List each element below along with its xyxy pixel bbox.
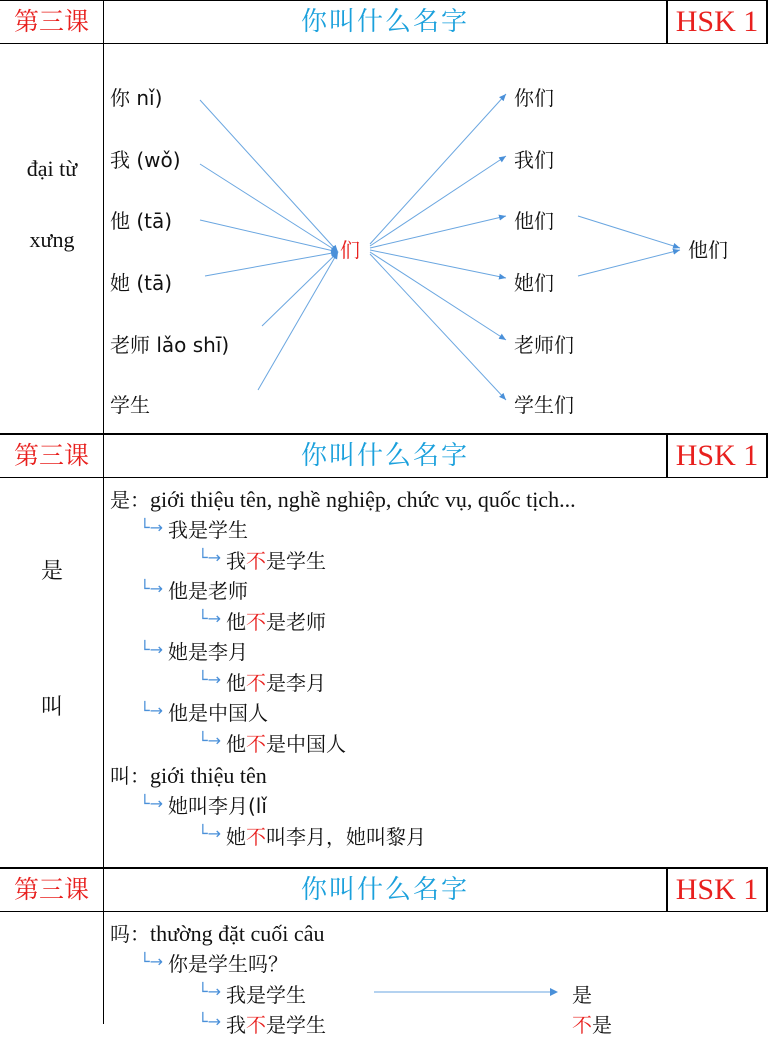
negation-shi-4 bbox=[226, 728, 346, 757]
lesson-number: 第三课 bbox=[0, 869, 104, 911]
neg-bu: 不 bbox=[246, 610, 266, 634]
hsk-level: HSK 1 bbox=[666, 1, 768, 43]
neg-subject: 她 bbox=[226, 825, 246, 849]
neg-rest: 是中国人 bbox=[266, 732, 346, 756]
example-shi-3: 她是李月 bbox=[168, 640, 248, 664]
lesson-title: 你叫什么名字 bbox=[300, 7, 469, 37]
plural-tamen-she: 她们 bbox=[514, 271, 554, 295]
sub-arrow-icon: └→ bbox=[198, 982, 222, 1001]
plural-laoshimen: 老师们 bbox=[514, 333, 574, 357]
plural-suffix-men: 们 bbox=[340, 238, 360, 262]
sub-arrow-icon: └→ bbox=[140, 579, 164, 598]
neg-rest: 叫李月，她叫黎月 bbox=[266, 825, 426, 849]
jiao-definition bbox=[110, 760, 267, 789]
plural-tamen-he: 他们 bbox=[514, 209, 554, 233]
neg-rest: 是学生 bbox=[266, 1013, 326, 1037]
neg-bu: 不 bbox=[572, 1013, 592, 1037]
lesson-number: 第三课 bbox=[0, 435, 104, 477]
neg-subject: 他 bbox=[226, 671, 246, 695]
ma-definition bbox=[110, 918, 324, 947]
pronoun-xuesheng: 学生 bbox=[110, 393, 150, 417]
shi-definition bbox=[110, 484, 576, 513]
plural-xueshengmen: 学生们 bbox=[514, 393, 574, 417]
plural-tamen-combined: 他们 bbox=[688, 238, 728, 262]
lesson-number: 第三课 bbox=[0, 1, 104, 43]
pronoun-label-line1: đại từ bbox=[26, 156, 78, 181]
section-label-column bbox=[0, 912, 104, 1024]
sub-arrow-icon: └→ bbox=[140, 518, 164, 537]
sub-arrow-icon: └→ bbox=[198, 1012, 222, 1031]
pronoun-ta-she: 她 (tā) bbox=[110, 271, 173, 295]
ma-section bbox=[0, 912, 768, 1037]
neg-subject: 我 bbox=[226, 1013, 246, 1037]
neg-rest: 是 bbox=[592, 1013, 612, 1037]
pronoun-label-line2: xưng bbox=[29, 227, 75, 252]
jiao-side-label: 叫 bbox=[40, 694, 63, 719]
pronoun-ni: 你 nǐ) bbox=[110, 86, 163, 110]
answer-arrow bbox=[372, 986, 562, 998]
jiao-label: 叫： bbox=[110, 764, 150, 788]
jiao-description: giới thiệu tên bbox=[150, 763, 267, 788]
neg-subject: 他 bbox=[226, 732, 246, 756]
lesson-header-1 bbox=[0, 0, 768, 44]
pronoun-ta-he: 他 (tā) bbox=[110, 209, 173, 233]
example-shi-4: 他是中国人 bbox=[168, 701, 268, 725]
example-shi-1: 我是学生 bbox=[168, 518, 248, 542]
neg-bu: 不 bbox=[246, 732, 266, 756]
neg-rest: 是学生 bbox=[266, 549, 326, 573]
sub-arrow-icon: └→ bbox=[198, 670, 222, 689]
sub-arrow-icon: └→ bbox=[198, 824, 222, 843]
shi-description: giới thiệu tên, nghề nghiệp, chức vụ, quốc tịch... bbox=[150, 487, 576, 512]
example-jiao-1: 她叫李月(lǐ bbox=[168, 794, 267, 818]
pronoun-wo: 我 (wǒ) bbox=[110, 148, 181, 172]
shi-side-label: 是 bbox=[40, 558, 63, 583]
pronoun-laoshi: 老师 lǎo shī) bbox=[110, 333, 230, 357]
neg-bu: 不 bbox=[246, 671, 266, 695]
sub-arrow-icon: └→ bbox=[198, 548, 222, 567]
hsk-level: HSK 1 bbox=[666, 869, 768, 911]
lesson-title: 你叫什么名字 bbox=[300, 875, 469, 905]
neg-subject: 他 bbox=[226, 610, 246, 634]
sub-arrow-icon: └→ bbox=[140, 701, 164, 720]
section-label-column bbox=[0, 478, 104, 867]
negation-shi-3 bbox=[226, 667, 326, 696]
neg-bu: 不 bbox=[246, 825, 266, 849]
ma-label: 吗： bbox=[110, 922, 150, 946]
plural-women: 我们 bbox=[514, 148, 554, 172]
neg-subject: 我 bbox=[226, 549, 246, 573]
lesson-title: 你叫什么名字 bbox=[300, 441, 469, 471]
neg-rest: 是老师 bbox=[266, 610, 326, 634]
shi-label: 是： bbox=[110, 488, 150, 512]
negation-shi-2 bbox=[226, 606, 326, 635]
neg-bu: 不 bbox=[246, 1013, 266, 1037]
sub-arrow-icon: └→ bbox=[140, 794, 164, 813]
answer-short-affirmative: 是 bbox=[572, 983, 592, 1007]
sub-arrow-icon: └→ bbox=[198, 609, 222, 628]
answer-affirmative: 我是学生 bbox=[226, 983, 306, 1007]
sub-arrow-icon: └→ bbox=[140, 952, 164, 971]
neg-rest: 是李月 bbox=[266, 671, 326, 695]
pronoun-section bbox=[0, 44, 768, 434]
negation-jiao-1 bbox=[226, 821, 426, 850]
hsk-level: HSK 1 bbox=[666, 435, 768, 477]
shi-jiao-section bbox=[0, 478, 768, 868]
negation-shi-1 bbox=[226, 545, 326, 574]
example-shi-2: 他是老师 bbox=[168, 579, 248, 603]
ma-description: thường đặt cuối câu bbox=[150, 921, 325, 946]
plural-nimen: 你们 bbox=[514, 86, 554, 110]
lesson-header-3 bbox=[0, 868, 768, 912]
sub-arrow-icon: └→ bbox=[140, 640, 164, 659]
lesson-header-2 bbox=[0, 434, 768, 478]
question-ma-1: 你是学生吗？ bbox=[168, 952, 288, 976]
sub-arrow-icon: └→ bbox=[198, 731, 222, 750]
neg-bu: 不 bbox=[246, 549, 266, 573]
